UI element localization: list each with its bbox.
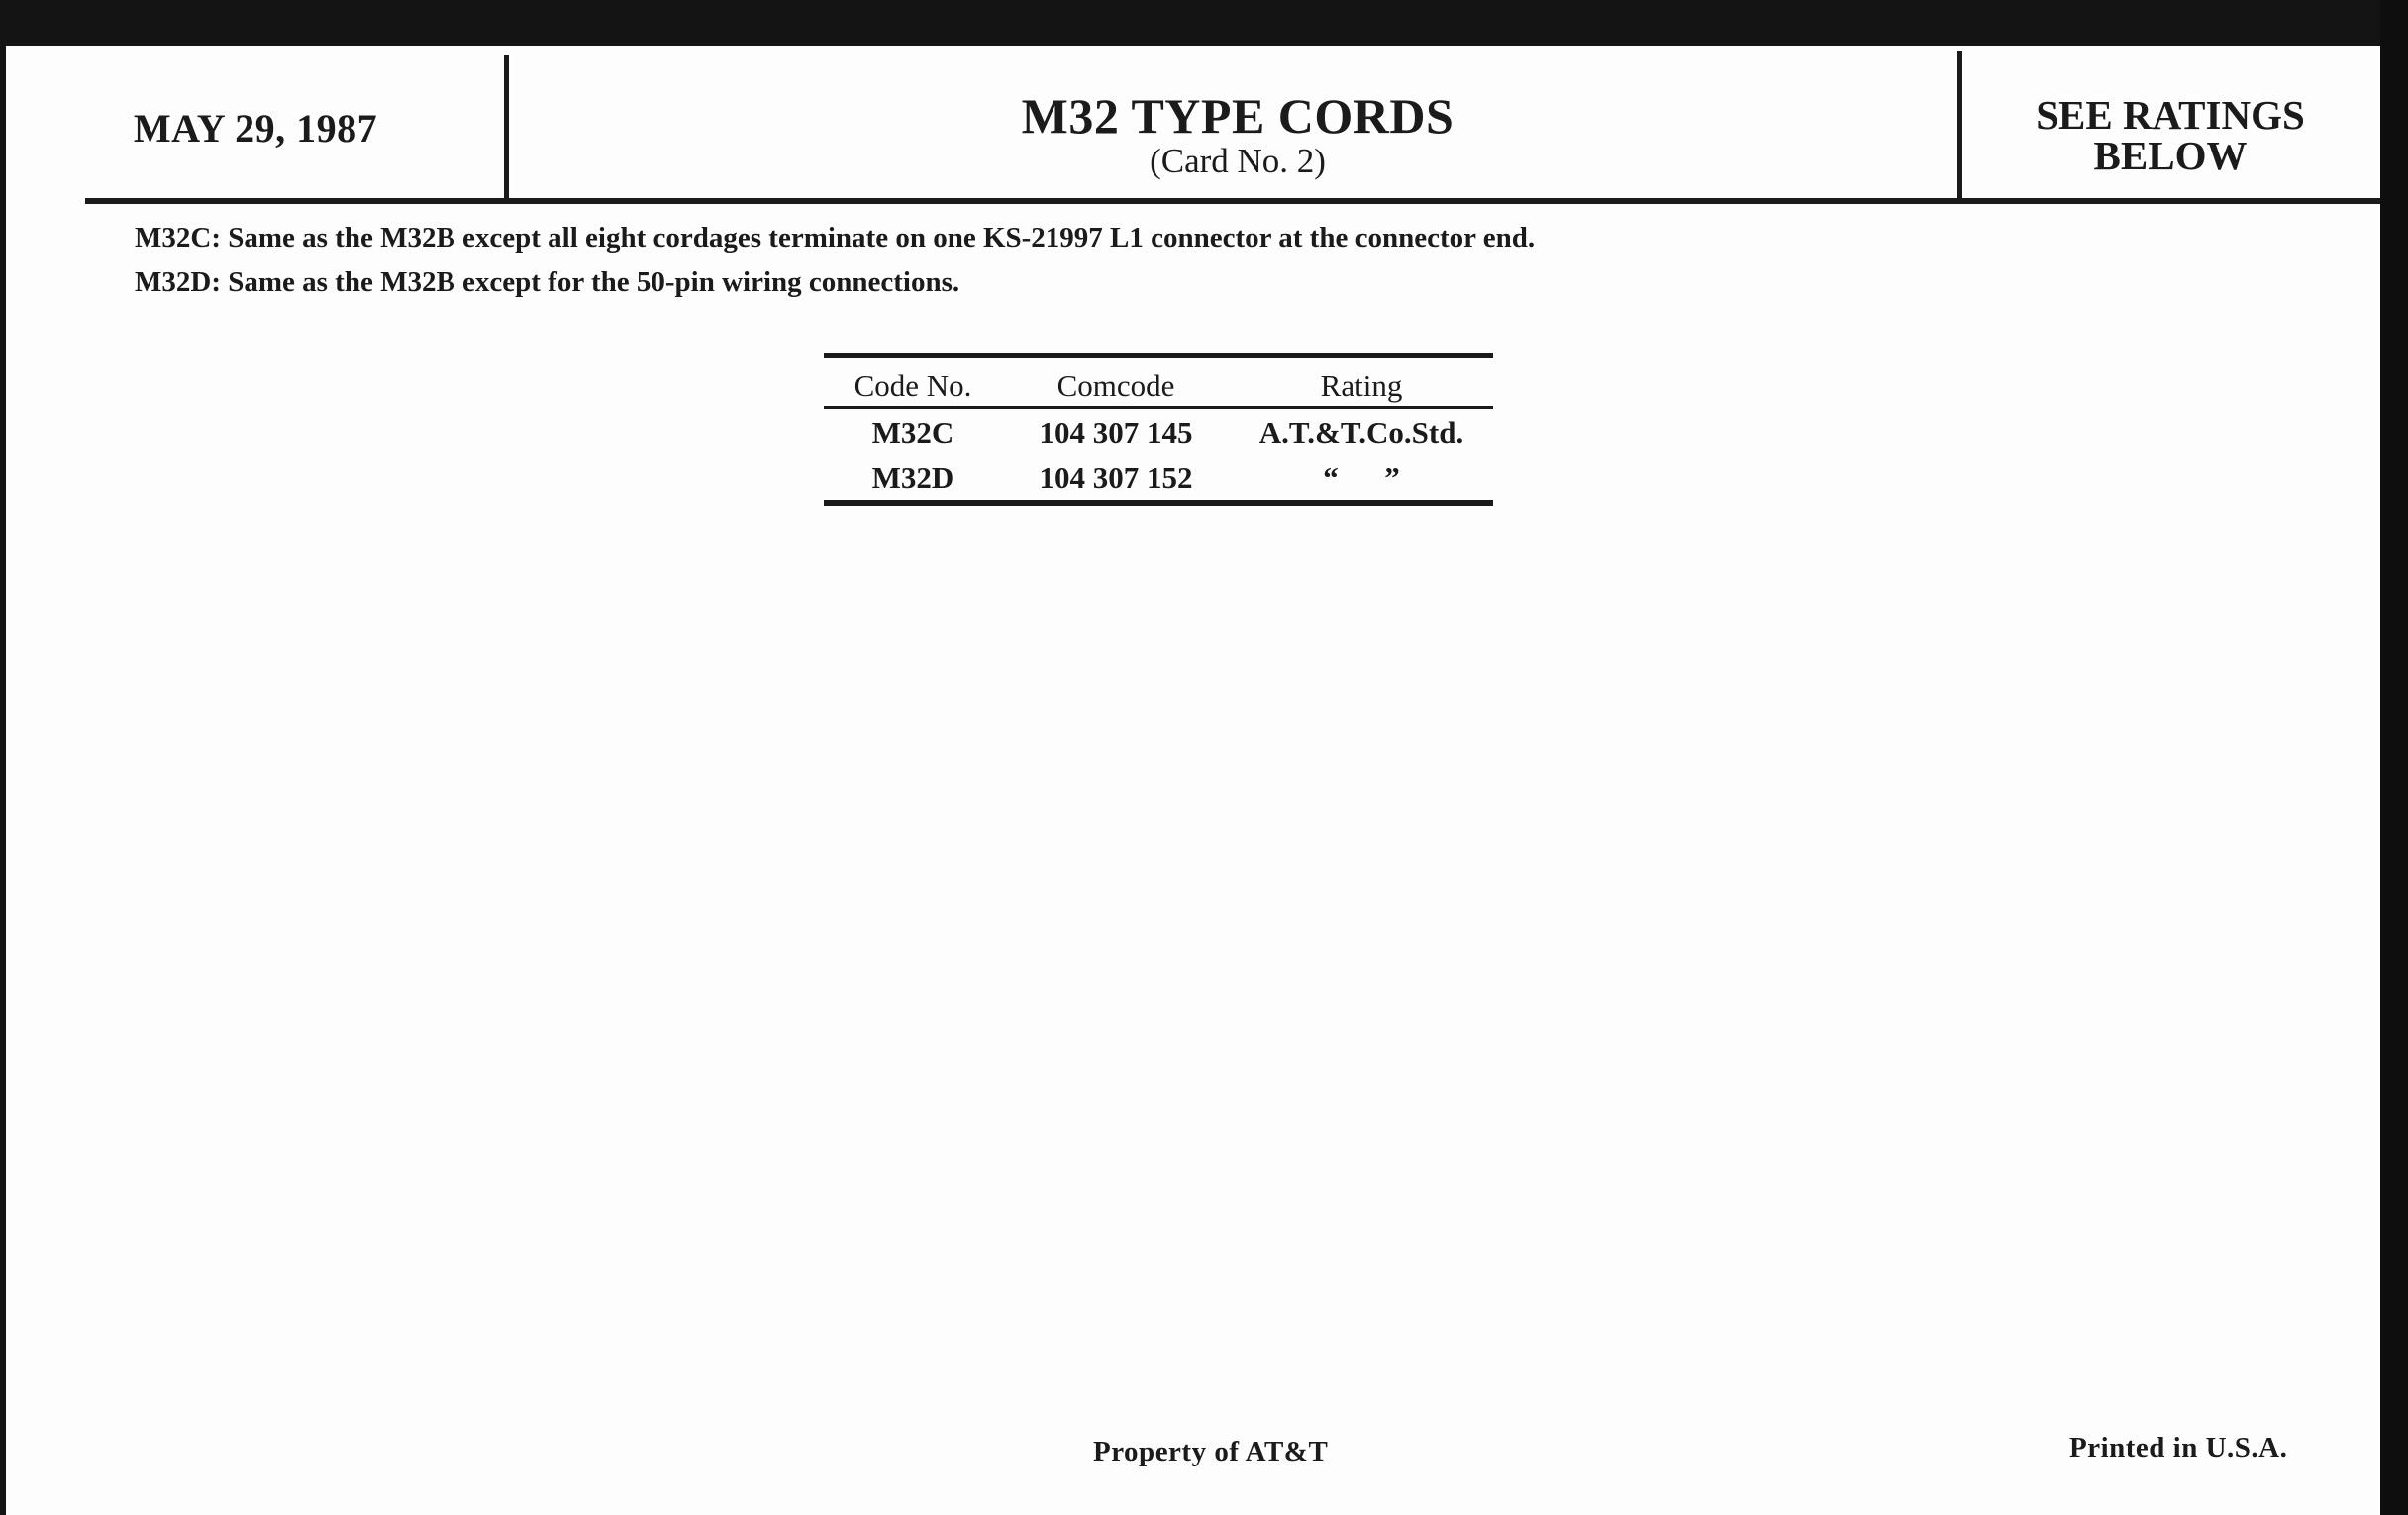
cell-comcode: 104 307 152 (1039, 460, 1193, 495)
reference-card (6, 46, 2380, 1515)
notes-block (135, 216, 1535, 305)
column-header-comcode: Comcode (1002, 355, 1230, 408)
header-divider-right (1957, 51, 1962, 200)
card-date: MAY 29, 1987 (133, 105, 378, 151)
cell-code: M32C (871, 415, 954, 450)
cell-comcode: 104 307 145 (1039, 415, 1193, 450)
ratings-table (824, 353, 1493, 506)
note-m32d: M32D: Same as the M32B except for the 50-pin wiring connections. (135, 266, 960, 298)
column-header-rating: Rating (1230, 355, 1493, 408)
table-header-row (824, 355, 1493, 408)
table-row (824, 408, 1493, 455)
footer-printed: Printed in U.S.A. (2069, 1432, 2288, 1464)
table-row (824, 454, 1493, 503)
card-title: M32 TYPE CORDS (1021, 88, 1455, 144)
card-title-block (509, 81, 1966, 188)
rating-label-line2: BELOW (2093, 133, 2248, 178)
cell-rating: “ ” (1323, 460, 1400, 495)
rating-label-line1: SEE RATINGS (2036, 92, 2305, 138)
scan-border-right (2380, 0, 2408, 1515)
note-m32c: M32C: Same as the M32B except all eight cordages terminate on one KS-21997 L1 connector at the connector end. (135, 222, 1536, 253)
cell-rating: A.T.&T.Co.Std. (1258, 415, 1464, 450)
footer-property: Property of AT&T (1093, 1436, 1329, 1467)
rating-block (1972, 91, 2368, 180)
card-subtitle: (Card No. 2) (1150, 142, 1326, 180)
cell-code: M32D (871, 460, 954, 495)
header-rule (85, 198, 2380, 204)
column-header-code: Code No. (824, 355, 1002, 408)
